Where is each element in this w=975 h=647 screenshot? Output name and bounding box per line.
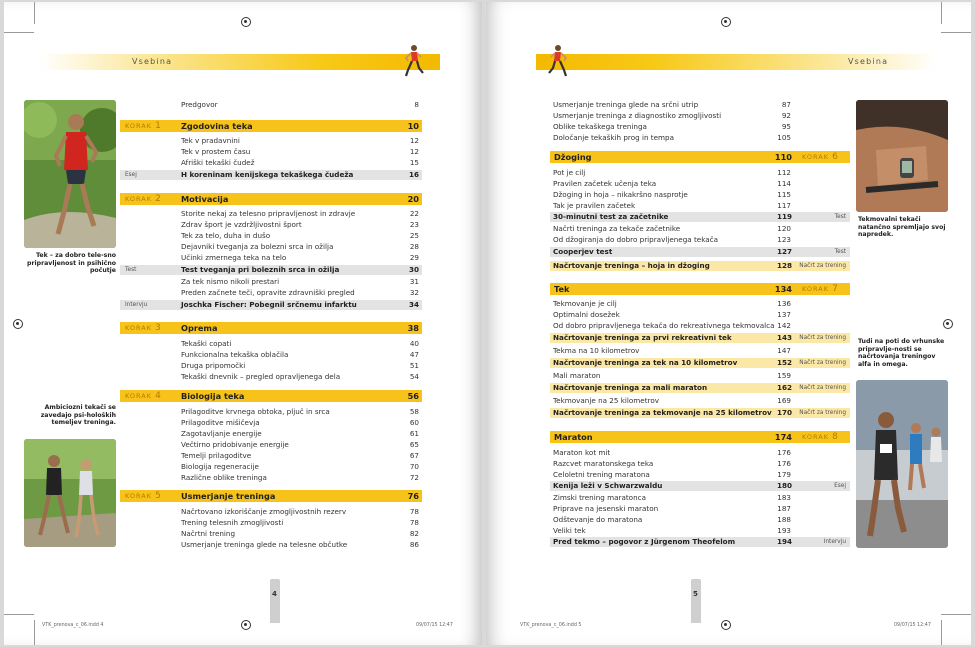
chapter-page: 134 <box>774 284 792 294</box>
toc-plan-row[interactable]: Načrtovanje treninga za mali maraton 162 Načrt za trening <box>550 383 850 393</box>
chapter-label: KORAK 3 <box>125 323 161 333</box>
chapter-title: Zgodovina teka <box>181 121 253 131</box>
toc-row[interactable]: Oblike tekaškega treninga 95 <box>553 122 791 131</box>
row-tag: Intervju <box>125 302 148 308</box>
toc-row[interactable]: Tekmovanje na 25 kilometrov 169 <box>553 396 791 405</box>
chapter-page: 56 <box>407 391 419 401</box>
toc-special-row[interactable]: Esej H koreninam kenijskega tekaškega čudeža 16 <box>120 170 422 180</box>
toc-row[interactable]: Celoletni trening maratona 179 <box>553 470 791 479</box>
toc-row[interactable]: Priprave na jesenski maraton 187 <box>553 504 791 513</box>
toc-row[interactable]: Tekma na 10 kilometrov 147 <box>553 346 791 355</box>
toc-special-row[interactable]: Cooperjev test 127 Test <box>550 247 850 257</box>
toc-row[interactable]: Usmerjanje treninga glede na srčni utrip 87 <box>553 100 791 109</box>
chapter-bar[interactable] <box>120 390 422 402</box>
toc-row[interactable]: Tekaški copati 40 <box>181 339 419 348</box>
toc-row[interactable]: Prilagoditve mišičevja 60 <box>181 418 419 427</box>
registration-mark-icon <box>241 620 251 630</box>
row-tag: Test <box>834 249 846 255</box>
row-tag: Test <box>834 214 846 220</box>
toc-special-row[interactable]: 30-minutni test za začetnike 119 Test <box>550 212 850 222</box>
runner-park-photo <box>24 100 116 248</box>
page-number: 4 <box>272 590 277 598</box>
chapter-page: 76 <box>407 491 419 501</box>
crop-mark <box>34 2 35 24</box>
footer-date: 09/07/15 12:47 <box>894 623 931 628</box>
header-title: Vsebina <box>848 57 889 66</box>
toc-plan-row[interactable]: Načrtovanje treninga za tek na 10 kilometrov 152 Načrt za trening <box>550 358 850 368</box>
photo-caption: Ambiciozni tekači se zavedajo psi-holoških temeljev treninga. <box>40 404 116 427</box>
page-number-tab <box>270 579 280 623</box>
toc-row[interactable]: Določanje tekaških prog in tempa 105 <box>553 133 791 142</box>
chapter-bar[interactable] <box>120 322 422 334</box>
footer-date: 09/07/15 12:47 <box>416 623 453 628</box>
row-tag: Načrt za trening <box>799 335 846 341</box>
crop-mark <box>941 620 942 645</box>
right-page <box>486 2 971 645</box>
left-page <box>4 2 482 645</box>
chapter-title: Maraton <box>554 432 593 442</box>
toc-row[interactable]: Večtirno pridobivanje energije 65 <box>181 440 419 449</box>
chapter-bar[interactable] <box>550 151 850 163</box>
toc-special-row[interactable]: Intervju Joschka Fischer: Pobegnil srčnemu infarktu 34 <box>120 300 422 310</box>
toc-row[interactable]: Mali maraton 159 <box>553 371 791 380</box>
toc-row[interactable]: Trening telesnih zmogljivosti 78 <box>181 518 419 527</box>
toc-row[interactable]: Džoging in hoja – nikakršno nasprotje 115 <box>553 190 791 199</box>
two-runners-photo <box>24 439 116 547</box>
chapter-label: KORAK 1 <box>125 121 161 131</box>
toc-row[interactable]: Načrtovano izkoriščanje zmogljivostnih rezerv 78 <box>181 507 419 516</box>
chapter-title: Usmerjanje treninga <box>181 491 276 501</box>
toc-row[interactable]: Biologija regeneracije 70 <box>181 462 419 471</box>
toc-special-row[interactable]: Test Test tveganja pri boleznih srca in ožilja 30 <box>120 265 422 275</box>
row-tag: Načrt za trening <box>799 410 846 416</box>
toc-row[interactable]: Za tek nismo nikoli prestari 31 <box>181 277 419 286</box>
toc-row[interactable]: Različne oblike treninga 72 <box>181 473 419 482</box>
toc-special-row[interactable]: Pred tekmo – pogovor z Jürgenom Theofelom 194 Intervju <box>550 537 850 547</box>
toc-row[interactable]: Razcvet maratonskega teka 176 <box>553 459 791 468</box>
chapter-title: Oprema <box>181 323 218 333</box>
toc-row[interactable]: Zdrav šport je vzdržljivostni šport 23 <box>181 220 419 229</box>
heart-rate-monitor-photo <box>856 100 948 212</box>
toc-row[interactable]: Učinki zmernega teka na telo 29 <box>181 253 419 262</box>
toc-row[interactable]: Od džogiranja do dobro pripravljenega tekača 123 <box>553 235 791 244</box>
chapter-bar[interactable] <box>120 490 422 502</box>
crop-mark <box>4 614 34 615</box>
chapter-page: 38 <box>407 323 419 333</box>
toc-row[interactable]: Usmerjanje treninga z diagnostiko zmogljivosti 92 <box>553 111 791 120</box>
chapter-title: Motivacija <box>181 194 229 204</box>
chapter-page: 20 <box>407 194 419 204</box>
chapter-label: KORAK 6 <box>802 152 838 162</box>
crop-mark <box>941 32 971 33</box>
footer-file: VTK_prenova_c_06.indd 5 <box>520 623 582 628</box>
toc-row[interactable]: Temelji prilagoditve 67 <box>181 451 419 460</box>
toc-row[interactable]: Maraton kot mit 176 <box>553 448 791 457</box>
toc-plan-row[interactable]: Načrtovanje treninga za tekmovanje na 25 kilometrov 170 Načrt za trening <box>550 408 850 418</box>
header-title: Vsebina <box>132 57 173 66</box>
toc-item-page: 8 <box>414 100 419 109</box>
toc-row[interactable]: Funkcionalna tekaška oblačila 47 <box>181 350 419 359</box>
toc-row[interactable]: Preden začnete teči, opravite zdravniški pregled 32 <box>181 288 419 297</box>
chapter-bar[interactable] <box>550 283 850 295</box>
toc-item-title: Predgovor <box>181 100 218 109</box>
toc-row[interactable]: Zimski trening maratonca 183 <box>553 493 791 502</box>
row-tag: Načrt za trening <box>799 360 846 366</box>
toc-plan-row[interactable]: Načrtovanje treninga – hoja in džoging 128 Načrt za trening <box>550 261 850 271</box>
photo-caption: Tek – za dobro tele-sno pripravljenost in psihično počutje <box>27 252 116 275</box>
registration-mark-icon <box>721 17 731 27</box>
crop-mark <box>34 620 35 645</box>
runner-icon <box>402 44 424 78</box>
page-number: 5 <box>693 590 698 598</box>
toc-row[interactable]: Tek za telo, duha in dušo 25 <box>181 231 419 240</box>
row-tag: Načrt za trening <box>799 385 846 391</box>
chapter-label: KORAK 8 <box>802 432 838 442</box>
toc-row[interactable]: Zagotavljanje energije 61 <box>181 429 419 438</box>
row-tag: Test <box>125 267 137 273</box>
toc-row[interactable]: Storite nekaj za telesno pripravljenost in zdravje 22 <box>181 209 419 218</box>
toc-row[interactable]: Tak je pravilen začetek 117 <box>553 201 791 210</box>
registration-mark-icon <box>721 620 731 630</box>
toc-row[interactable]: Druga pripomočki 51 <box>181 361 419 370</box>
registration-mark-icon <box>943 319 953 329</box>
crop-mark <box>941 2 942 24</box>
toc-special-row[interactable]: Kenija leži v Schwarzwaldu 180 Esej <box>550 481 850 491</box>
toc-row[interactable]: Dejavniki tveganja za bolezni srca in ožilja 28 <box>181 242 419 251</box>
registration-mark-icon <box>13 319 23 329</box>
header-bar <box>40 54 440 70</box>
crop-mark <box>941 614 971 615</box>
toc-row[interactable]: Tekmovanje je cilj 136 <box>553 299 791 308</box>
toc-row[interactable]: Veliki tek 193 <box>553 526 791 535</box>
chapter-bar[interactable] <box>120 120 422 132</box>
toc-row[interactable]: Pot je cilj 112 <box>553 168 791 177</box>
chapter-label: KORAK 4 <box>125 391 161 401</box>
toc-row[interactable] <box>181 100 419 110</box>
toc-row[interactable]: Tek v prostem času 12 <box>181 147 419 156</box>
toc-row[interactable]: Afriški tekaški čudež 15 <box>181 158 419 167</box>
chapter-page: 174 <box>774 432 792 442</box>
toc-row[interactable]: Odštevanje do maratona 188 <box>553 515 791 524</box>
row-tag: Esej <box>834 483 846 489</box>
crop-mark <box>4 32 34 33</box>
chapter-label: KORAK 5 <box>125 491 161 501</box>
photo-caption: Tudi na poti do vrhunske pripravlje-nosti se načrtovanja treningov alfa in omega. <box>858 338 945 368</box>
toc-row[interactable]: Pravilen začetek učenja teka 114 <box>553 179 791 188</box>
row-tag: Načrt za trening <box>799 263 846 269</box>
photo-caption: Tekmovalni tekači natančno spremljajo svoj napredek. <box>858 216 946 239</box>
toc-row[interactable]: Tekaški dnevnik – pregled opravljenega dela 54 <box>181 372 419 381</box>
marathon-runners-photo <box>856 380 948 548</box>
runner-icon <box>548 44 570 78</box>
row-tag: Esej <box>125 172 137 178</box>
toc-plan-row[interactable]: Načrtovanje treninga za prvi rekreativni tek 143 Načrt za trening <box>550 333 850 343</box>
chapter-label: KORAK 2 <box>125 194 161 204</box>
toc-row[interactable]: Tek v pradavnini 12 <box>181 136 419 145</box>
toc-row[interactable]: Od dobro pripravljenega tekača do rekreativnega tekmovalca 142 <box>553 321 791 330</box>
chapter-title: Džoging <box>554 152 592 162</box>
toc-row[interactable]: Načrti treninga za tekače začetnike 120 <box>553 224 791 233</box>
toc-row[interactable]: Optimalni dosežek 137 <box>553 310 791 319</box>
toc-row[interactable]: Prilagoditve krvnega obtoka, pljuč in srca 58 <box>181 407 419 416</box>
toc-row[interactable]: Usmerjanje treninga glede na telesne občutke 86 <box>181 540 419 549</box>
chapter-title: Biologija teka <box>181 391 245 401</box>
chapter-title: Tek <box>554 284 570 294</box>
row-tag: Intervju <box>823 539 846 545</box>
chapter-page: 110 <box>774 152 792 162</box>
page-number-tab <box>691 579 701 623</box>
toc-row[interactable]: Načrtni trening 82 <box>181 529 419 538</box>
footer-file: VTK_prenova_c_06.indd 4 <box>42 623 104 628</box>
chapter-bar[interactable] <box>550 431 850 443</box>
chapter-page: 10 <box>407 121 419 131</box>
registration-mark-icon <box>241 17 251 27</box>
chapter-bar[interactable] <box>120 193 422 205</box>
chapter-label: KORAK 7 <box>802 284 838 294</box>
